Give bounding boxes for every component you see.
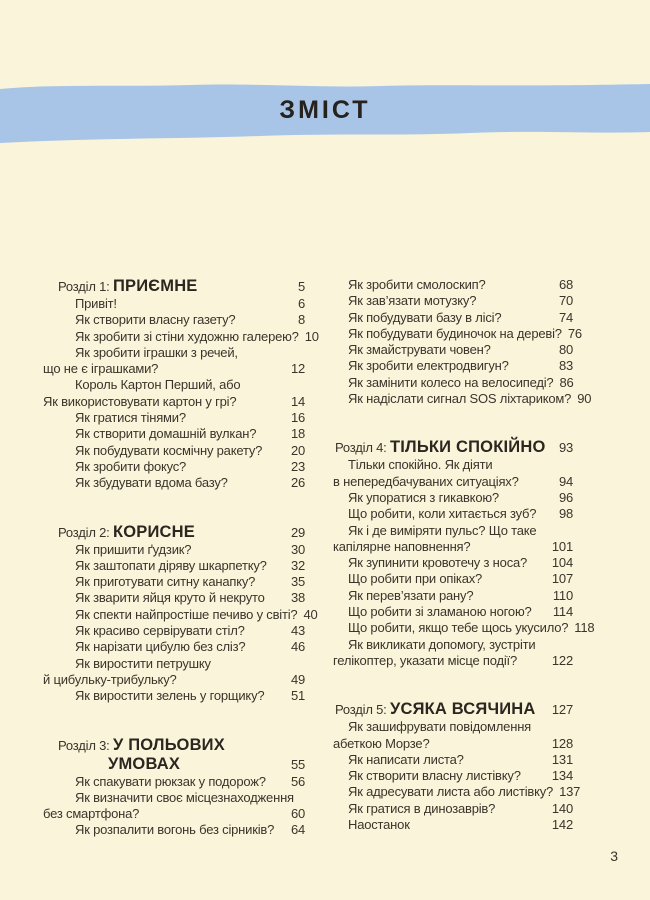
toc-entry-label: Як гратися тінями? — [75, 410, 186, 426]
toc-entry — [43, 639, 305, 655]
section-header-text — [335, 700, 536, 719]
page-number: 43 — [290, 623, 305, 639]
toc-entry-label: Що робити при опіках? — [348, 571, 483, 587]
toc-entry-label: без смартфона? — [43, 806, 140, 822]
toc-entry — [333, 325, 582, 342]
section-prefix: Розділ 3: — [58, 737, 113, 753]
toc-entry-label: Як побудувати космічну ракету? — [75, 442, 263, 458]
page-number: 8 — [297, 312, 305, 328]
toc-entry-label: Король Картон Перший, або — [75, 377, 241, 393]
page-number: 38 — [290, 590, 305, 606]
toc-entry-label: Як заштопати діряву шкарпетку? — [75, 557, 267, 573]
section-prefix: Розділ 5: — [335, 702, 390, 718]
page-number: 90 — [577, 391, 592, 407]
toc-entry-label: Як зробити іграшки з речей, — [75, 344, 238, 360]
page-number: 86 — [559, 374, 574, 390]
toc-entry-label: Як зварити яйця круто й некруто — [75, 590, 265, 606]
page-number: 20 — [290, 442, 305, 458]
toc-entry — [333, 801, 573, 817]
toc-entry-label: Як замінити колесо на велосипеді? — [348, 374, 554, 390]
toc-entry — [43, 558, 305, 574]
page-number: 6 — [297, 296, 305, 311]
toc-entry-label: Як створити домашній вулкан? — [75, 426, 257, 442]
toc-entry — [333, 391, 592, 407]
toc-entry-label: Тільки спокійно. Як діяти — [348, 457, 493, 473]
toc-entry — [43, 475, 305, 491]
toc-entry-label: Як створити власну листівку? — [348, 768, 521, 784]
section-header-text — [58, 736, 225, 755]
toc-entry — [333, 719, 573, 735]
toc-entry — [333, 506, 573, 522]
toc-entry — [333, 784, 581, 800]
toc-entry — [43, 672, 305, 688]
toc-entry-label: Як визначити своє місцезнаходження — [75, 789, 294, 805]
toc-entry-label: Як надіслати сигнал SOS ліхтариком? — [348, 391, 572, 407]
page-number: 16 — [290, 410, 305, 426]
toc-entry — [333, 768, 573, 784]
toc-entry-label: Як створити власну газету? — [75, 312, 236, 328]
section-header-text — [58, 277, 198, 296]
page-number: 131 — [551, 751, 573, 767]
page-number: 142 — [551, 817, 573, 833]
toc-entry — [43, 688, 305, 704]
page-number: 32 — [290, 557, 305, 573]
page-number: 96 — [558, 489, 573, 505]
toc-entry — [43, 542, 305, 558]
toc-entry — [43, 606, 318, 623]
toc-entry — [333, 523, 573, 539]
page-number: 68 — [558, 277, 573, 292]
toc-entry — [43, 328, 319, 345]
toc-section — [43, 277, 319, 492]
toc-entry — [43, 312, 305, 328]
page-number: 35 — [290, 574, 305, 590]
page-number: 137 — [559, 784, 581, 800]
page-number: 26 — [290, 475, 305, 491]
toc-entry — [333, 620, 595, 636]
toc-entry — [43, 345, 305, 361]
section-header-text — [335, 438, 545, 457]
page-number: 83 — [558, 358, 573, 374]
toc-entry — [43, 377, 305, 393]
toc-column-right — [333, 277, 595, 839]
page-number: 14 — [290, 393, 305, 409]
toc-entry — [333, 375, 573, 391]
toc-section — [333, 277, 592, 407]
toc-entry-label: Як гратися в динозаврів? — [348, 800, 496, 816]
section-header-text — [58, 523, 195, 542]
toc-entry — [333, 358, 573, 374]
toc-entry-label: Як викликати допомогу, зустріти — [348, 636, 536, 652]
toc-entry — [43, 394, 305, 410]
page-number: 64 — [290, 822, 305, 838]
toc-entry-label: Що робити, якщо тебе щось укусило? — [348, 620, 569, 636]
page-number: 74 — [558, 309, 573, 325]
page-number: 80 — [558, 342, 573, 358]
toc-entry-label: Як перев’язати рану? — [348, 587, 474, 603]
toc-entry-label: Що робити, коли хитається зуб? — [348, 506, 537, 522]
toc-entry-label: Як зробити зі стіни художню галерею? — [75, 328, 299, 344]
toc-entry — [333, 653, 573, 669]
section-title: ПРИЄМНЕ — [112, 277, 198, 295]
toc-entry — [43, 296, 305, 312]
toc-entry-label: гелікоптер, указати місце події? — [333, 652, 517, 668]
toc-entry — [43, 590, 305, 606]
toc-section — [333, 700, 581, 833]
toc-entry-label: Як збудувати вдома базу? — [75, 475, 228, 491]
toc-entry-label: Як використовувати картон у грі? — [43, 393, 237, 409]
toc-entry — [333, 539, 573, 555]
page-number: 94 — [558, 473, 573, 489]
toc-entry — [333, 457, 573, 473]
toc-entry — [333, 277, 573, 293]
toc-entry-label: Як і де виміряти пульс? Що таке — [348, 522, 537, 538]
toc-entry — [333, 588, 573, 604]
toc-entry — [333, 293, 573, 309]
toc-entry-label: Як зашифрувати повідомлення — [348, 719, 532, 735]
toc-entry — [43, 822, 305, 838]
toc-section — [43, 736, 305, 839]
toc-entry-label: в непередбачуваних ситуаціях? — [333, 473, 519, 489]
toc-entry — [333, 310, 573, 326]
toc-entry — [333, 555, 573, 571]
toc-entry-label: Як виростити петрушку — [75, 655, 211, 671]
toc-entry-label: Привіт! — [75, 296, 117, 311]
toc-entry — [333, 637, 573, 653]
toc-section — [43, 522, 318, 705]
toc-entry — [333, 736, 573, 752]
section-prefix: Розділ 2: — [58, 524, 113, 540]
section-title: УСЯКА ВСЯЧИНА — [389, 700, 536, 719]
page-number: 76 — [567, 325, 582, 341]
toc-section-header-cont — [43, 755, 305, 774]
toc-entry — [333, 752, 573, 768]
page-number: 12 — [290, 361, 305, 377]
toc-entry-label: Як красиво сервірувати стіл? — [75, 623, 245, 639]
toc-column-left — [43, 277, 319, 839]
table-of-contents — [43, 277, 595, 839]
page-number: 10 — [304, 328, 319, 344]
page-number: 104 — [551, 555, 573, 571]
page-number: 60 — [290, 806, 305, 822]
toc-entry-label: Як упоратися з гикавкою? — [348, 489, 499, 505]
toc-entry — [43, 410, 305, 426]
page-number: 18 — [290, 426, 305, 442]
toc-entry-label: Як спекти найпростіше печиво у світі? — [75, 606, 298, 622]
toc-entry — [43, 459, 305, 475]
toc-section-header — [43, 736, 305, 755]
section-title: ТІЛЬКИ СПОКІЙНО — [389, 438, 546, 457]
toc-entry — [43, 774, 305, 790]
toc-entry — [333, 604, 573, 620]
page-number: 127 — [551, 702, 573, 718]
toc-entry-label: Як розпалити вогонь без сірників? — [75, 822, 275, 838]
section-title: УМОВАХ — [108, 754, 181, 773]
page-number: 23 — [290, 458, 305, 474]
section-prefix: Розділ 1: — [58, 279, 113, 294]
toc-entry — [43, 623, 305, 639]
page-number: 46 — [290, 639, 305, 655]
page-title: ЗМІСТ — [279, 96, 371, 124]
page-number: 70 — [558, 293, 573, 309]
toc-entry — [43, 361, 305, 377]
page-number: 5 — [297, 279, 305, 294]
section-prefix: Розділ 4: — [335, 440, 390, 456]
toc-entry — [333, 474, 573, 490]
page-number: 107 — [551, 571, 573, 587]
toc-entry-label: Як зупинити кровотечу з носа? — [348, 555, 528, 571]
page-number: 55 — [290, 756, 305, 772]
toc-entry-label: що не є іграшками? — [43, 361, 159, 377]
toc-section-header — [43, 523, 305, 542]
toc-entry-label: Як виростити зелень у горщику? — [75, 688, 265, 704]
toc-entry — [43, 443, 305, 459]
toc-entry-label: Як нарізати цибулю без сліз? — [75, 639, 246, 655]
toc-section-header — [333, 438, 573, 457]
toc-entry-label: Як спакувати рюкзак у подорож? — [75, 773, 266, 789]
page-number: 134 — [551, 768, 573, 784]
page-number: 122 — [551, 652, 573, 668]
page-number: 93 — [558, 440, 573, 456]
page-number: 51 — [290, 688, 305, 704]
toc-entry-label: Як зробити смолоскип? — [348, 277, 486, 292]
toc-entry-label: й цибульку-трибульку? — [43, 671, 177, 687]
banner-wave-shape — [0, 0, 650, 150]
toc-entry-label: Що робити зі зламаною ногою? — [348, 604, 532, 620]
toc-entry-label: Як зав’язати мотузку? — [348, 293, 477, 309]
toc-section-header — [43, 277, 305, 296]
section-title: КОРИСНЕ — [112, 522, 195, 541]
toc-entry — [43, 574, 305, 590]
page-number: 128 — [551, 735, 573, 751]
toc-entry — [333, 490, 573, 506]
folio-page-number: 3 — [610, 848, 618, 864]
toc-entry-label: Як зробити електродвигун? — [348, 358, 509, 374]
toc-entry-label: капілярне наповнення? — [333, 538, 471, 554]
page-number: 101 — [551, 538, 573, 554]
page-number: 110 — [552, 587, 573, 603]
page-number: 56 — [290, 773, 305, 789]
page-number: 118 — [574, 620, 595, 636]
toc-entry-label: абеткою Морзе? — [333, 735, 430, 751]
page-number: 140 — [551, 800, 573, 816]
toc-entry — [333, 817, 573, 833]
section-title: У ПОЛЬОВИХ — [112, 735, 225, 754]
toc-entry-label: Як змайструвати човен? — [348, 342, 491, 358]
toc-entry — [43, 790, 305, 806]
toc-entry-label: Як пришити ґудзик? — [75, 541, 192, 557]
page-number: 114 — [552, 604, 573, 620]
toc-entry — [43, 656, 305, 672]
toc-section-header — [333, 700, 573, 719]
toc-entry-label: Як приготувати ситну канапку? — [75, 574, 256, 590]
toc-section — [333, 438, 595, 669]
toc-entry-label: Як зробити фокус? — [75, 458, 187, 474]
toc-entry — [333, 571, 573, 587]
toc-entry — [43, 426, 305, 442]
toc-entry-label: Як написати листа? — [348, 751, 464, 767]
contents-banner — [0, 0, 650, 150]
page-number: 49 — [290, 671, 305, 687]
page-number: 29 — [290, 524, 305, 540]
page-number: 40 — [303, 606, 318, 622]
page-number: 98 — [558, 506, 573, 522]
page-number: 30 — [290, 541, 305, 557]
toc-entry-label: Як побудувати будиночок на дереві? — [348, 325, 562, 341]
toc-entry-label: Як побудувати базу в лісі? — [348, 309, 502, 325]
toc-entry-label: Як адресувати листа або листівку? — [348, 784, 554, 800]
toc-entry-label: Наостанок — [348, 817, 410, 833]
toc-entry — [43, 806, 305, 822]
toc-entry — [333, 342, 573, 358]
